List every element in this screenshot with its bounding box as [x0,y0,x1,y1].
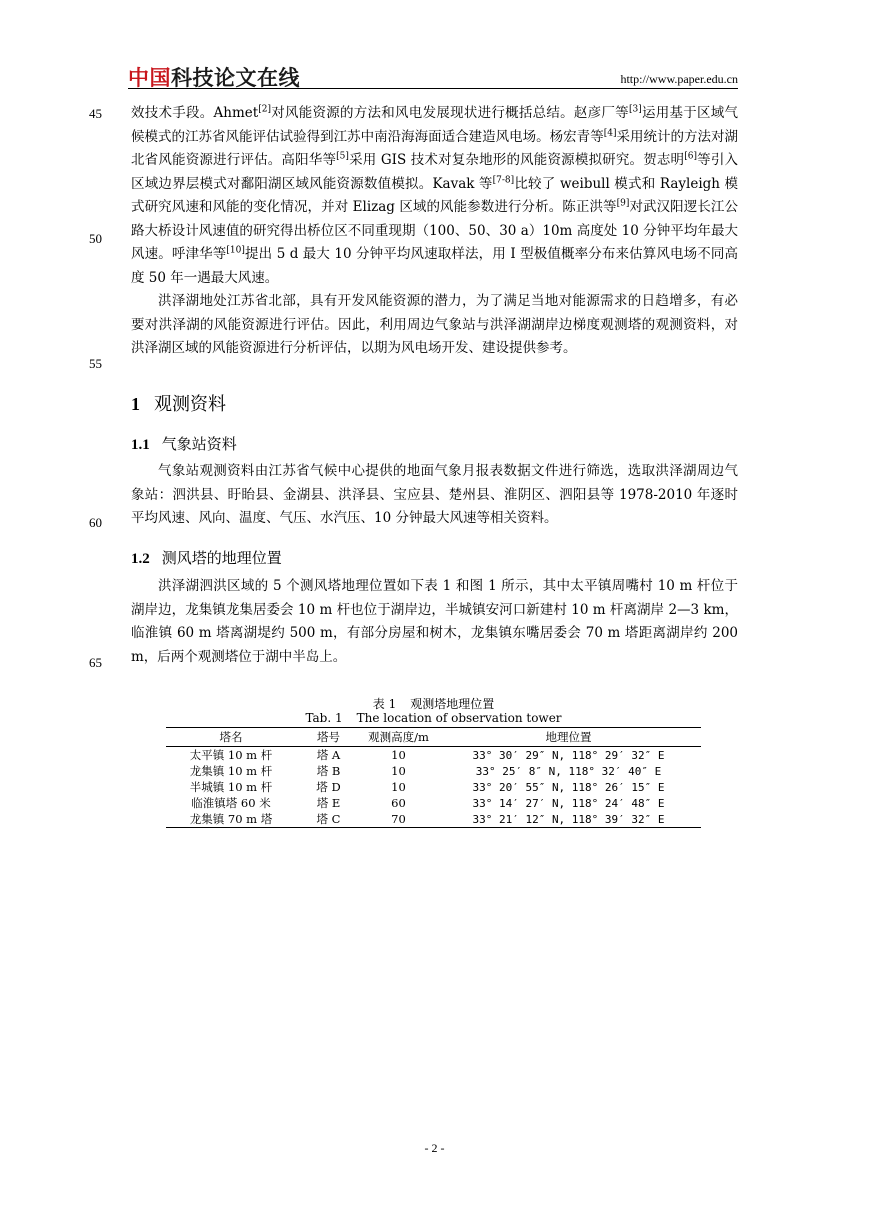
text-run: 采用统计的方法对湖北省风能资源进行评估。高阳华等 [131,128,739,168]
tower-name-cell: 临淮镇塔 60 米 [191,796,271,810]
location-cell: 33° 14′ 27′ N, 118° 24′ 48″ E [472,796,665,810]
column-header: 地理位置 [545,730,592,744]
header-rule [128,88,738,89]
logo-black-text: 科技论文在线 [171,66,300,90]
paragraph-station-data: 气象站观测资料由江苏省气候中心提供的地面气象月报表数据文件进行筛选，选取洪泽湖周边气象站：泗洪县、盱眙县、金湖县、洪泽县、宝应县、楚州县、淮阴区、泗阳县等 1978-2010 年逐时平均风速、风向、温度、气压、水汽压、10 分钟最大风速等相关资料。 [131,463,738,526]
tower-id-cell: 塔 B [316,764,341,778]
text-run: 比较了 weibull 模式和 Rayleigh 模式研究风速和风能的变化情况，并对 Elizag 区域的风能参数进行分析。陈正洪等 [131,175,738,215]
text-run: 对风能资源的方法和风电发展现状进行概括总结。赵彦厂等 [270,105,629,121]
height-cell: 10 [391,764,406,778]
subsection-number: 1.2 [131,551,150,567]
paragraph-tower-location: 洪泽湖泗洪区域的 5 个测风塔地理位置如下表 1 和图 1 所示，其中太平镇周嘴村 10 m 杆位于湖岸边，龙集镇龙集居委会 10 m 杆也位于湖岸边，半城镇安河口新建村 10 m 杆离湖岸 2—3 km，临淮镇 60 m 塔离湖堤约 500 m，有部分房屋和树木，龙集镇东嘴居委会 70 m 塔距离湖岸约 200 m，后两个观测塔位于湖中半岛上。 [131,578,738,665]
table-row [166,747,701,764]
tower-name-cell: 太平镇 10 m 杆 [189,748,273,762]
text-run: 运用基于区域气候模式的江苏省风能评估试验得到江苏中南沿海海面适合建造风电场。杨宏青等 [131,105,739,145]
tower-name-cell: 半城镇 10 m 杆 [189,780,273,794]
citation-superscript[interactable]: [5] [336,151,349,162]
citation-superscript[interactable]: [6] [684,151,697,162]
table-number-en: Tab. 1 [305,711,343,725]
table-row [166,779,701,795]
column-header: 塔名 [219,730,243,744]
location-cell: 33° 30′ 29″ N, 118° 29′ 32″ E [472,748,665,762]
line-number: 45 [89,106,102,121]
subsection-title: 测风塔的地理位置 [161,549,282,567]
line-number: 50 [89,231,102,246]
tower-name-cell: 龙集镇 10 m 杆 [189,764,273,778]
citation-superscript[interactable]: [2] [258,104,271,115]
citation-superscript[interactable]: [7-8] [492,175,515,185]
line-number: 65 [89,655,102,670]
table-header-row [166,728,701,747]
table-row [166,763,701,779]
body-block-towers [131,575,738,669]
text-run: 等引入区域边界层模式对鄱阳湖区域风能资源数值模拟。Kavak 等 [131,152,739,192]
subsection-heading [131,433,237,454]
location-cell: 33° 21′ 12″ N, 118° 39′ 32″ E [472,812,665,826]
table-number-cn: 表 1 [372,697,397,711]
height-cell: 70 [391,812,406,826]
line-number: 60 [89,515,102,530]
text-run: 采用 GIS 技术对复杂地形的风能资源模拟研究。贺志明 [348,152,685,168]
body-block-stations [131,460,738,531]
location-cell: 33° 25′ 8″ N, 118° 32′ 40″ E [475,764,662,778]
subsection-title: 气象站资料 [161,435,237,453]
page-number: - 2 - [424,1141,445,1155]
logo-red-text: 中国 [128,66,171,90]
subsection-number: 1.1 [131,437,150,453]
text-run: 对武汉阳逻长江公路大桥设计风速值的研究得出桥位区不同重现期（100、50、30 a）10m 高度处 10 分钟平均年最大风速。呼津华等 [131,199,739,262]
tower-location-table [166,727,701,828]
subsection-heading [131,547,282,568]
tower-id-cell: 塔 E [316,796,341,810]
column-header: 观测高度/m [368,730,429,744]
table-caption-en [166,711,701,725]
tower-name-cell: 龙集镇 70 m 塔 [189,812,273,826]
citation-superscript[interactable]: [9] [616,198,630,209]
section-title: 观测资料 [154,394,226,415]
table-title-cn: 观测塔地理位置 [410,697,495,711]
text-run: 提出 5 d 最大 10 分钟平均风速取样法，用 I 型极值概率分布来估算风电场不同高度 50 年一遇最大风速。 [131,246,739,286]
text-run: 效技术手段。Ahmet [131,105,259,121]
tower-id-cell: 塔 C [316,812,341,826]
location-cell: 33° 20′ 55″ N, 118° 26′ 15″ E [472,780,665,794]
height-cell: 10 [391,780,406,794]
line-number: 55 [89,356,102,371]
tower-id-cell: 塔 D [316,780,341,794]
column-header: 塔号 [317,730,340,744]
section-number: 1 [131,394,140,414]
paragraph-motivation: 洪泽湖地处江苏省北部，具有开发风能资源的潜力，为了满足当地对能源需求的日趋增多，有必要对洪泽湖的风能资源进行评估。因此，利用周边气象站与洪泽湖湖岸边梯度观测塔的观测资料，对洪泽湖区域的风能资源进行分析评估，以期为风电场开发、建设提供参考。 [131,293,738,356]
citation-superscript[interactable]: [4] [603,128,617,138]
table-row [166,811,701,828]
height-cell: 10 [391,748,406,762]
table-row [166,795,701,811]
body-block-intro [131,102,738,361]
header-url[interactable]: http://www.paper.edu.cn [620,72,738,86]
section-heading [131,390,226,416]
citation-superscript[interactable]: [10] [226,245,245,256]
tower-id-cell: 塔 A [316,748,341,762]
table-caption-cn [166,695,701,712]
height-cell: 60 [391,796,406,810]
table-title-en: The location of observation tower [356,711,562,725]
paragraph-literature-review [131,102,738,290]
citation-superscript[interactable]: [3] [628,104,642,115]
